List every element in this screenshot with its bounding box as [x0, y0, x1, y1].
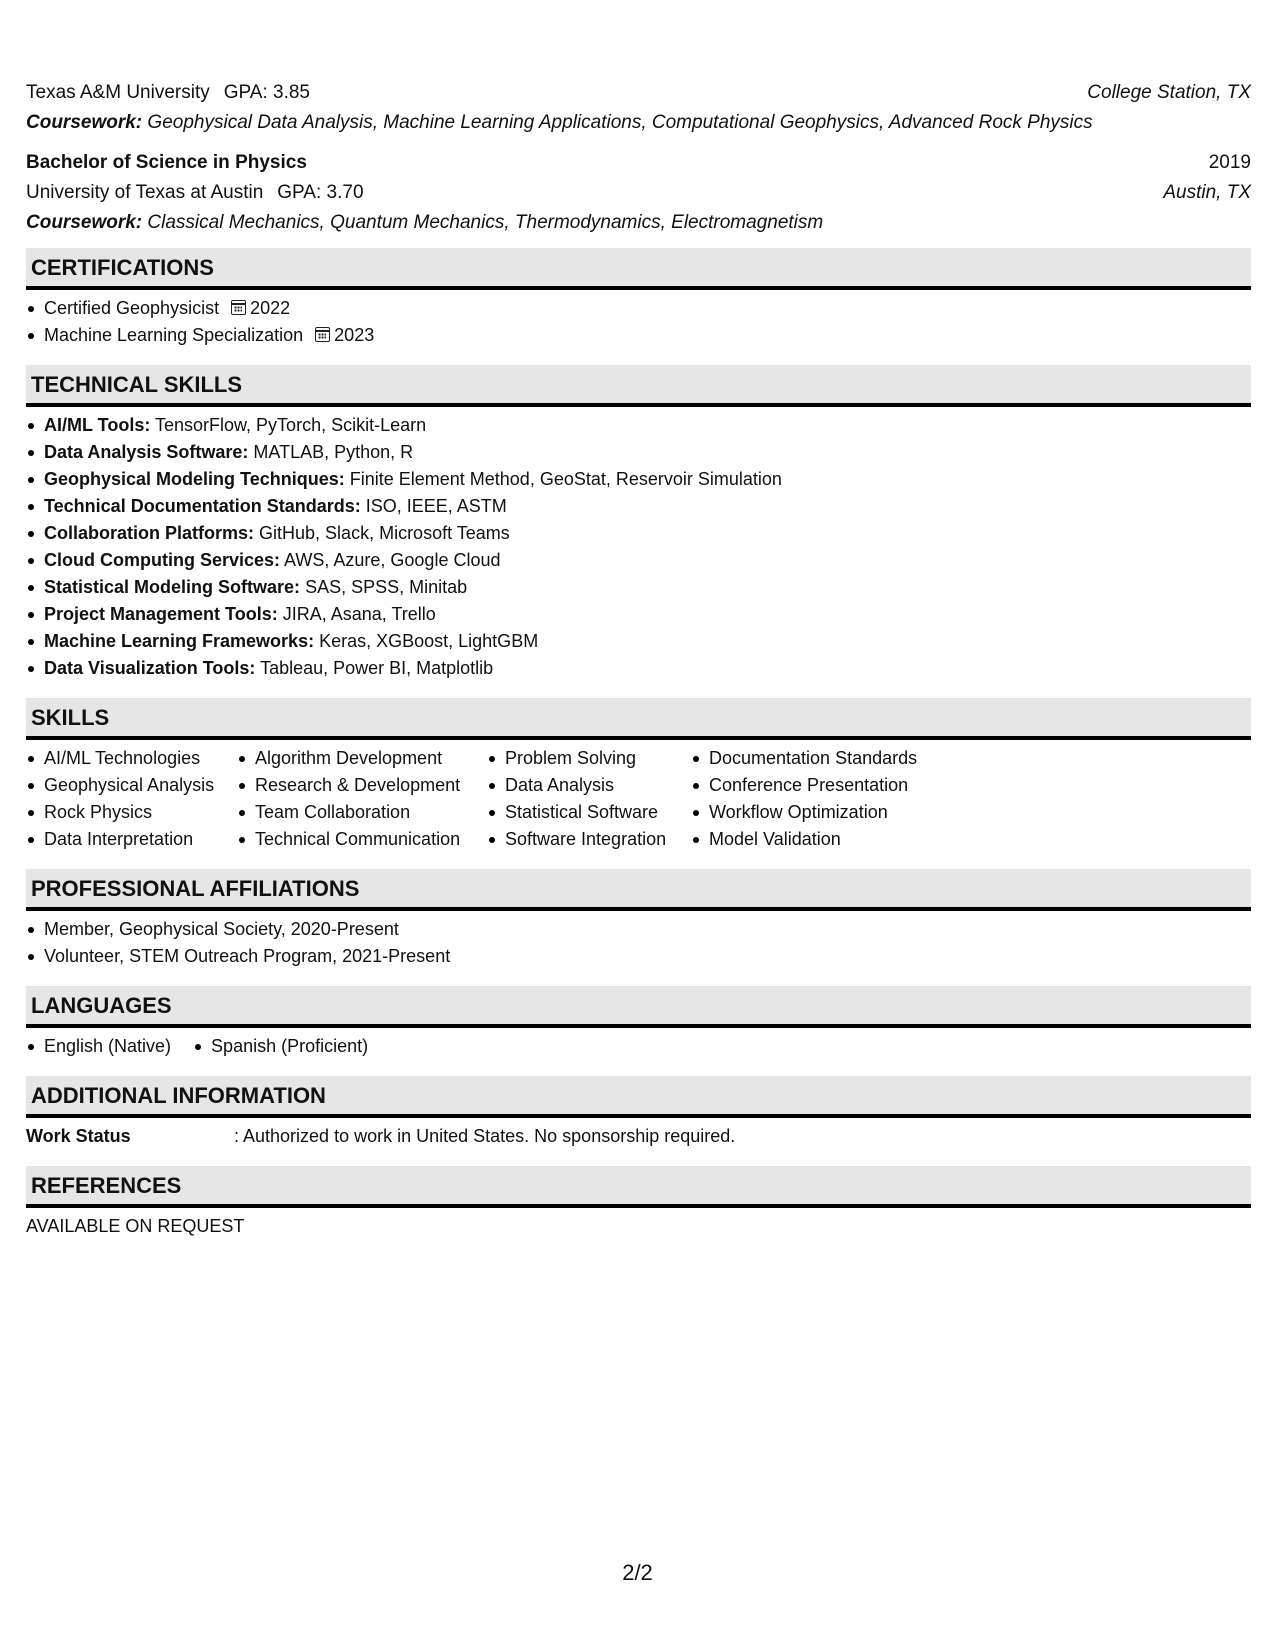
- coursework: [26, 108, 1251, 138]
- skill-category: Collaboration Platforms:: [44, 523, 255, 543]
- degree-title: Bachelor of Science in Physics: [26, 152, 307, 173]
- skills-column: [691, 745, 951, 853]
- skill-category: Technical Documentation Standards:: [44, 496, 361, 516]
- skill-values: SAS, SPSS, Minitab: [305, 577, 468, 597]
- affiliations-header: PROFESSIONAL AFFILIATIONS: [26, 869, 1251, 911]
- skills-column: [237, 745, 487, 853]
- list-item: Model Validation: [691, 826, 951, 853]
- list-item: Technical Communication: [237, 826, 487, 853]
- list-item: [26, 628, 1251, 655]
- skill-category: Data Visualization Tools:: [44, 658, 256, 678]
- additional-info-header: ADDITIONAL INFORMATION: [26, 1076, 1251, 1118]
- skills-column: [487, 745, 691, 853]
- certification-year: 2022: [250, 298, 291, 318]
- resume-page: [26, 78, 1251, 1240]
- language-item-wrapper: [193, 1033, 390, 1060]
- skill-category: Statistical Modeling Software:: [44, 577, 301, 597]
- technical-skills-header: TECHNICAL SKILLS: [26, 365, 1251, 407]
- list-item: Member, Geophysical Society, 2020-Present: [26, 916, 1251, 943]
- skill-category: Machine Learning Frameworks:: [44, 631, 315, 651]
- school-name: Texas A&M University: [26, 82, 210, 103]
- list-item: [26, 520, 1251, 547]
- skill-category: Geophysical Modeling Techniques:: [44, 469, 345, 489]
- skill-values: MATLAB, Python, R: [253, 442, 414, 462]
- language-item: English (Native): [26, 1033, 171, 1060]
- certifications-header: CERTIFICATIONS: [26, 248, 1251, 290]
- skill-values: Tableau, Power BI, Matplotlib: [260, 658, 494, 678]
- list-item: Conference Presentation: [691, 772, 951, 799]
- languages-list: [26, 1028, 1251, 1066]
- list-item: [26, 547, 1251, 574]
- skill-values: Finite Element Method, GeoStat, Reservoir Simulation: [349, 469, 782, 489]
- list-item: Statistical Software: [487, 799, 691, 826]
- list-item: Volunteer, STEM Outreach Program, 2021-Present: [26, 943, 1251, 970]
- list-item: [26, 322, 1251, 349]
- list-item: [26, 412, 1251, 439]
- work-status-row: [26, 1118, 1251, 1156]
- language-item: Spanish (Proficient): [193, 1033, 368, 1060]
- skill-values: ISO, IEEE, ASTM: [365, 496, 507, 516]
- degree-year: 2019: [1208, 152, 1251, 173]
- skills-header: SKILLS: [26, 698, 1251, 740]
- list-item: [26, 439, 1251, 466]
- list-item: [26, 574, 1251, 601]
- list-item: Workflow Optimization: [691, 799, 951, 826]
- certification-name: Certified Geophysicist: [44, 298, 220, 318]
- list-item: Team Collaboration: [237, 799, 487, 826]
- languages-header: LANGUAGES: [26, 986, 1251, 1028]
- calendar-icon: [315, 327, 330, 342]
- skill-category: Data Analysis Software:: [44, 442, 249, 462]
- certification-year: 2023: [334, 325, 375, 345]
- list-item: Algorithm Development: [237, 745, 487, 772]
- list-item: Problem Solving: [487, 745, 691, 772]
- list-item: Research & Development: [237, 772, 487, 799]
- list-item: Software Integration: [487, 826, 691, 853]
- skill-values: GitHub, Slack, Microsoft Teams: [259, 523, 510, 543]
- school-location: Austin, TX: [1163, 182, 1251, 203]
- education-entry-texas-am: [26, 78, 1251, 138]
- list-item: AI/ML Technologies: [26, 745, 237, 772]
- skill-values: Keras, XGBoost, LightGBM: [319, 631, 539, 651]
- skills-grid: [26, 740, 1251, 859]
- list-item: [26, 466, 1251, 493]
- affiliations-list: [26, 911, 1251, 976]
- coursework: [26, 208, 1251, 238]
- certifications-list: [26, 290, 1251, 355]
- skill-values: TensorFlow, PyTorch, Scikit-Learn: [155, 415, 427, 435]
- coursework-label: Coursework:: [26, 112, 143, 133]
- skill-values: AWS, Azure, Google Cloud: [284, 550, 501, 570]
- list-item: [26, 295, 1251, 322]
- list-item: Data Interpretation: [26, 826, 237, 853]
- list-item: Rock Physics: [26, 799, 237, 826]
- school-name: University of Texas at Austin: [26, 182, 264, 203]
- school-location: College Station, TX: [1087, 82, 1251, 103]
- language-item-wrapper: [26, 1033, 193, 1060]
- work-status-label: Work Status: [26, 1126, 131, 1146]
- gpa: GPA: 3.85: [223, 82, 310, 103]
- skill-category: Cloud Computing Services:: [44, 550, 281, 570]
- references-header: REFERENCES: [26, 1166, 1251, 1208]
- calendar-icon: [231, 300, 246, 315]
- education-entry-ut-austin: [26, 148, 1251, 238]
- list-item: [26, 601, 1251, 628]
- coursework-label: Coursework:: [26, 212, 143, 233]
- work-status-value: : Authorized to work in United States. No sponsorship required.: [234, 1126, 736, 1146]
- certification-name: Machine Learning Specialization: [44, 325, 304, 345]
- skill-category: AI/ML Tools:: [44, 415, 151, 435]
- gpa: GPA: 3.70: [277, 182, 364, 203]
- list-item: [26, 655, 1251, 682]
- coursework-list: Classical Mechanics, Quantum Mechanics, Thermodynamics, Electromagnetism: [147, 212, 824, 233]
- list-item: Data Analysis: [487, 772, 691, 799]
- technical-skills-list: [26, 407, 1251, 688]
- skill-category: Project Management Tools:: [44, 604, 278, 624]
- list-item: Geophysical Analysis: [26, 772, 237, 799]
- list-item: [26, 493, 1251, 520]
- skill-values: JIRA, Asana, Trello: [282, 604, 436, 624]
- coursework-list: Geophysical Data Analysis, Machine Learning Applications, Computational Geophysics, Advanced Rock Physics: [147, 112, 1093, 133]
- skills-column: [26, 745, 237, 853]
- page-number: 2/2: [622, 1560, 653, 1585]
- references-text: AVAILABLE ON REQUEST: [26, 1216, 245, 1236]
- list-item: Documentation Standards: [691, 745, 951, 772]
